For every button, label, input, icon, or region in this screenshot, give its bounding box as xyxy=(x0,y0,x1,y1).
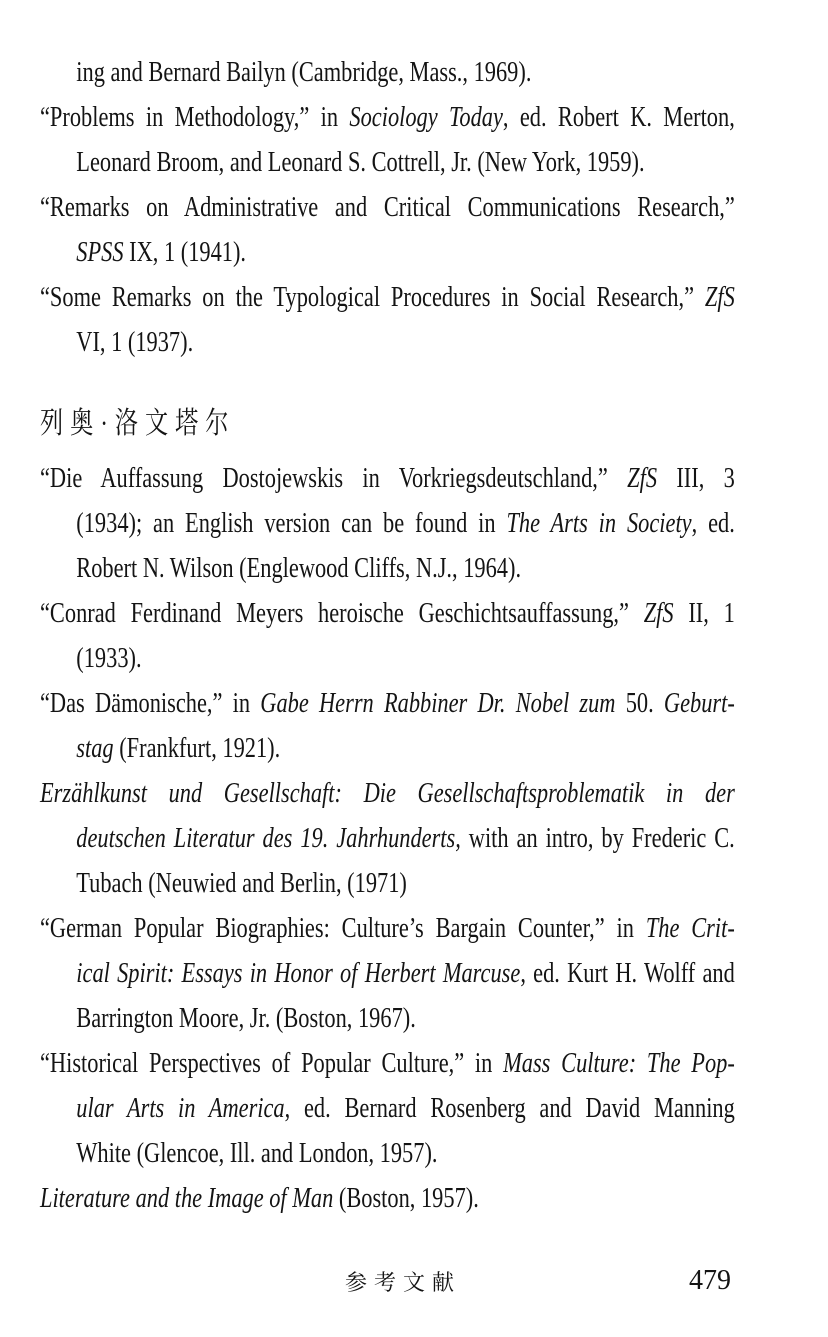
text-segment: III, 3 xyxy=(657,462,735,494)
text-segment: Leonard Broom, and Leonard S. Cottrell, Jr. (New York, 1959). xyxy=(76,146,645,178)
italic-text-segment: stag xyxy=(76,732,114,764)
text-segment: Robert N. Wilson (Englewood Cliffs, N.J., 1964). xyxy=(76,552,522,584)
bibliography-line xyxy=(40,501,735,546)
section-heading xyxy=(40,401,735,446)
text-segment: “Conrad Ferdinand Meyers heroische Geschichtsauffassung,” xyxy=(40,597,644,629)
bibliography-line xyxy=(40,1041,735,1086)
bibliography-line xyxy=(40,906,735,951)
bibliography-line xyxy=(40,185,735,230)
bibliography-line xyxy=(40,816,735,861)
italic-text-segment: ZfS xyxy=(643,597,674,629)
text-segment: , ed. Kurt H. Wolff and xyxy=(520,957,735,989)
italic-text-segment: Sociology Today xyxy=(349,101,503,133)
bibliography-line xyxy=(40,456,735,501)
text-segment: , ed. Robert K. Merton, xyxy=(502,101,735,133)
text-segment: (Frankfurt, 1921). xyxy=(113,732,281,764)
text-segment: “Historical Perspectives of Popular Culture,” in xyxy=(40,1047,504,1079)
bibliography-line xyxy=(40,140,735,185)
bibliography-line xyxy=(40,726,735,771)
italic-text-segment: SPSS xyxy=(76,236,124,268)
text-segment: ing and Bernard Bailyn (Cambridge, Mass., 1969). xyxy=(76,56,532,88)
bibliography-content xyxy=(40,0,735,1221)
text-segment: “Das Dämonische,” in xyxy=(40,687,261,719)
bibliography-line xyxy=(40,861,735,906)
text-segment: “Some Remarks on the Typological Procedures in Social Research,” xyxy=(40,281,705,313)
italic-text-segment: deutschen Literatur des 19. Jahrhunderts, xyxy=(76,822,461,854)
vertical-spacer xyxy=(40,446,735,456)
text-segment: “Remarks on Administrative and Critical Communications Research,” xyxy=(40,191,735,223)
text-segment: “Problems in Methodology,” in xyxy=(40,101,350,133)
italic-text-segment: ZfS xyxy=(704,281,735,313)
bibliography-line xyxy=(40,95,735,140)
footer-page-number: 479 xyxy=(689,1265,731,1296)
bibliography-line xyxy=(40,230,735,275)
bibliography-line xyxy=(40,951,735,996)
bibliography-line xyxy=(40,275,735,320)
italic-text-segment: Literature and the Image of Man xyxy=(40,1182,334,1214)
bibliography-line xyxy=(40,1086,735,1131)
bibliography-line xyxy=(40,50,735,95)
text-segment: , ed. xyxy=(691,507,735,539)
text-segment: Tubach (Neuwied and Berlin, (1971) xyxy=(76,867,407,899)
text-segment: “Die Auffassung Dostojewskis in Vorkriegsdeutschland,” xyxy=(40,462,628,494)
bibliography-line xyxy=(40,1131,735,1176)
text-segment: (1933). xyxy=(76,642,142,674)
bibliography-line xyxy=(40,771,735,816)
bibliography-line xyxy=(40,681,735,726)
text-segment: , ed. Bernard Rosenberg and David Manning xyxy=(284,1092,735,1124)
text-segment: IX, 1 (1941). xyxy=(123,236,247,268)
text-segment: 50. xyxy=(615,687,664,719)
text-segment: VI, 1 (1937). xyxy=(76,326,194,358)
italic-text-segment: ical Spirit: Essays in Honor of Herbert Marcuse xyxy=(76,957,521,989)
text-segment: with an intro, by Frederic C. xyxy=(460,822,735,854)
text-segment: Barrington Moore, Jr. (Boston, 1967). xyxy=(76,1002,416,1034)
text-segment: 列奥·洛文塔尔 xyxy=(40,407,236,440)
italic-text-segment: Erzählkunst und Gesellschaft: Die Gesellschaftsproblematik in der xyxy=(40,777,735,809)
italic-text-segment: The Crit- xyxy=(645,912,735,944)
italic-text-segment: The Arts in Society xyxy=(506,507,692,539)
bibliography-line xyxy=(40,320,735,365)
italic-text-segment: Geburt- xyxy=(663,687,735,719)
bibliography-line xyxy=(40,546,735,591)
vertical-spacer xyxy=(40,365,735,401)
bibliography-line xyxy=(40,1176,735,1221)
text-segment: White (Glencoe, Ill. and London, 1957). xyxy=(76,1137,438,1169)
bibliography-line xyxy=(40,591,735,636)
italic-text-segment: Mass Culture: The Pop- xyxy=(503,1047,735,1079)
text-segment: (1934); an English version can be found in xyxy=(76,507,507,539)
text-segment: “German Popular Biographies: Culture’s Bargain Counter,” in xyxy=(40,912,646,944)
footer-section-label: 参考文献 xyxy=(345,1270,462,1295)
bibliography-line xyxy=(40,636,735,681)
italic-text-segment: ZfS xyxy=(627,462,658,494)
text-segment: (Boston, 1957). xyxy=(333,1182,479,1214)
text-segment: II, 1 xyxy=(673,597,735,629)
italic-text-segment: Gabe Herrn Rabbiner Dr. Nobel zum xyxy=(260,687,616,719)
italic-text-segment: ular Arts in America xyxy=(76,1092,285,1124)
bibliography-line xyxy=(40,996,735,1041)
